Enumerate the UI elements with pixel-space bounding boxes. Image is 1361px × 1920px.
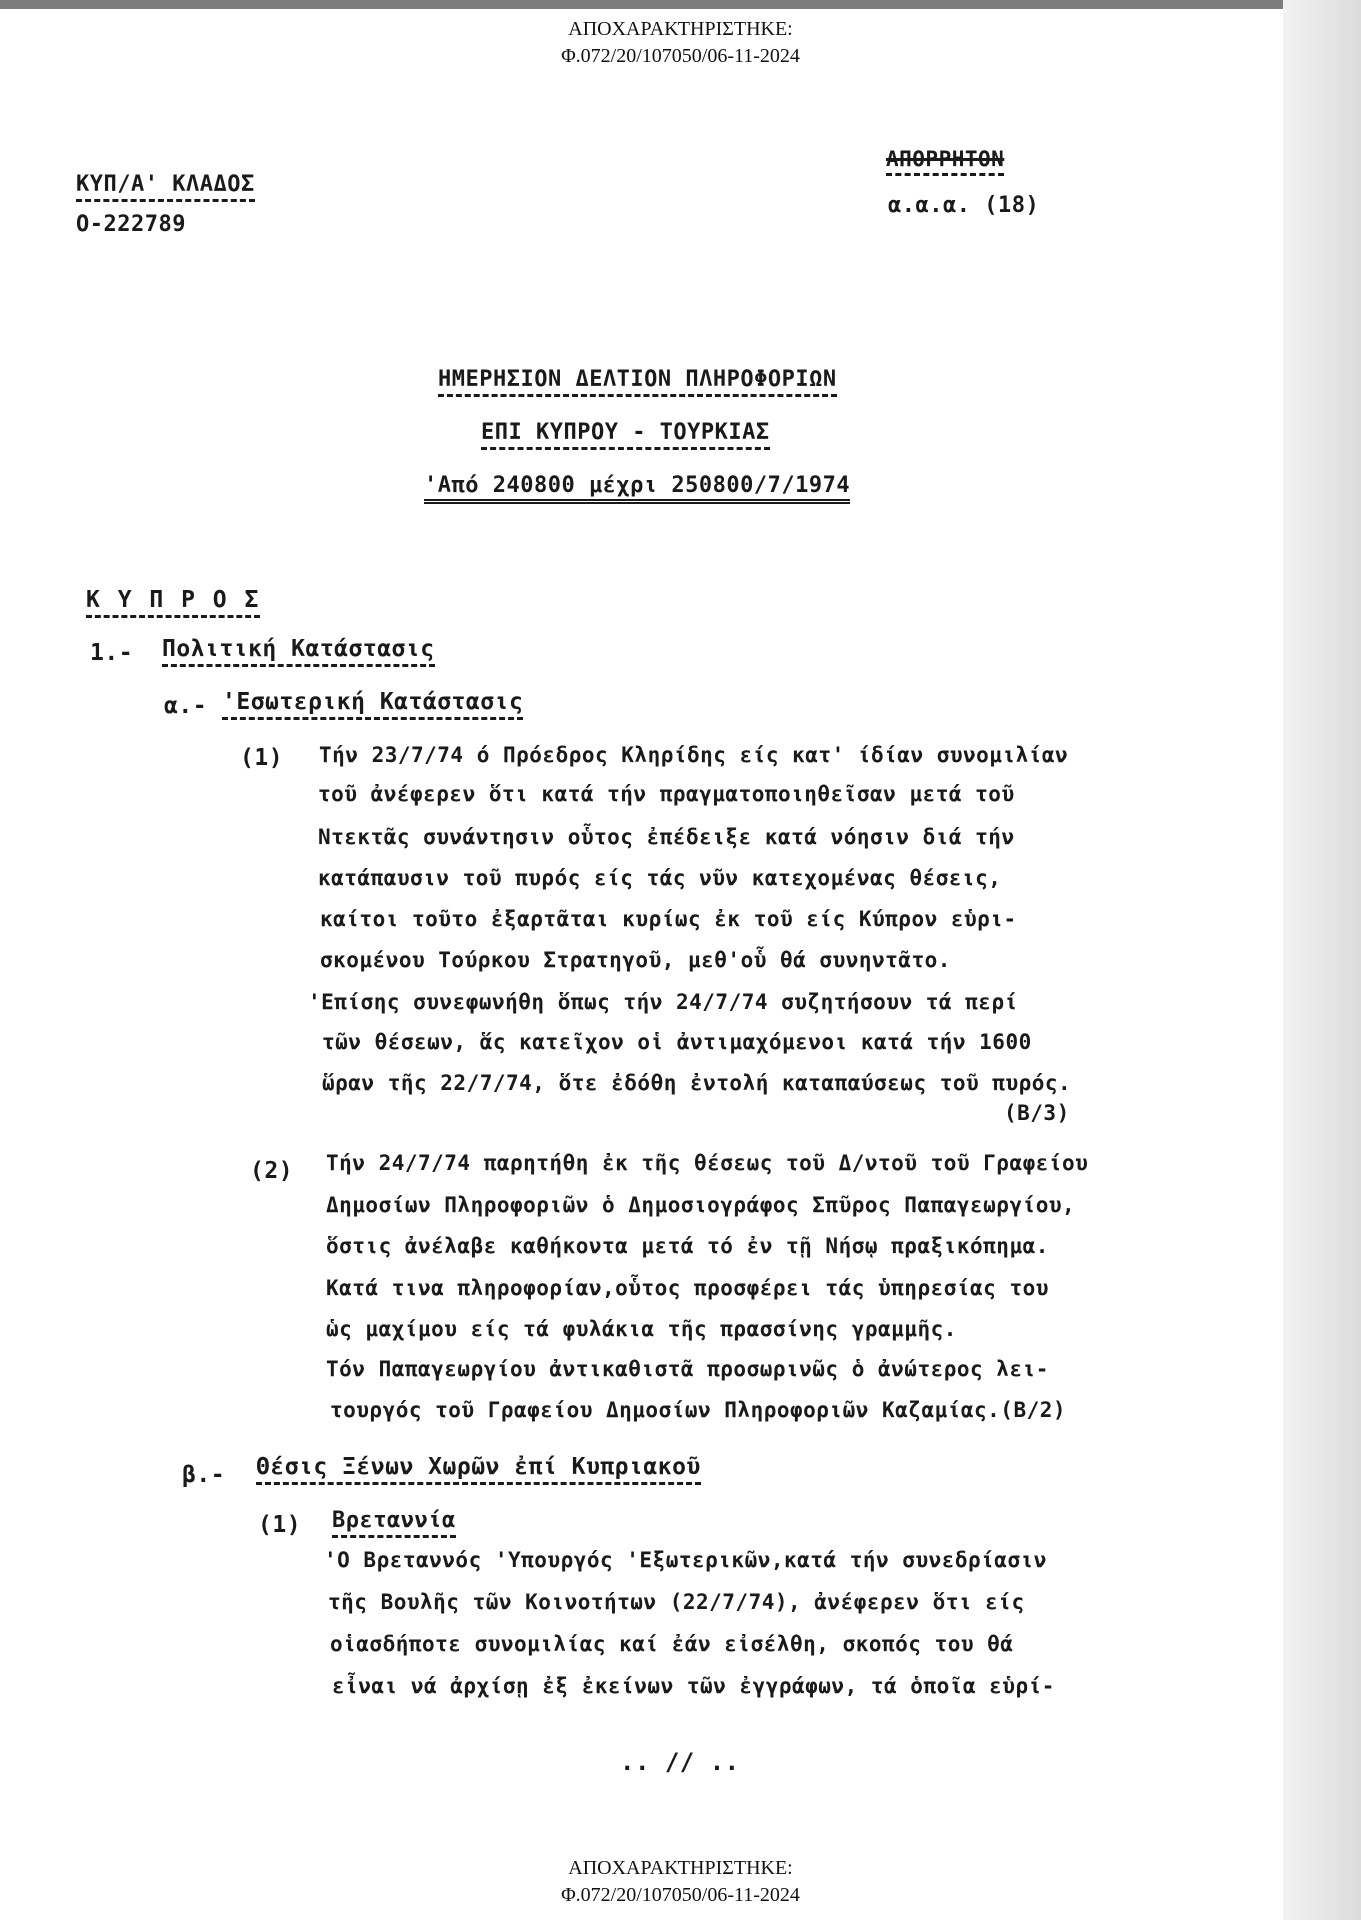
section-heading: Κ Υ Π Ρ Ο Σ [86,587,260,618]
paragraph-line: οἱασδήποτε συνομιλίας καί ἐάν εἰσέλθη, σκοπός του θά [330,1632,1014,1656]
paragraph-line: εἶναι νά ἀρχίσῃ ἐξ ἐκείνων τῶν ἐγγράφων, τά ὁποῖα εὑρί- [332,1674,1055,1698]
stamp-line-1: ΑΠΟΧΑΡΑΚΤΗΡΙΣΤΗΚΕ: [568,18,793,40]
copy-number: α.α.α. (18) [888,193,1040,218]
paragraph-line: ὡς μαχίμου είς τά φυλάκια τῆς πρασσίνης γραμμῆς. [326,1317,957,1341]
item-1-number: 1.- [90,640,134,666]
scan-right-edge [1283,0,1361,1920]
paragraph-line: κατάπαυσιν τοῦ πυρός είς τάς νῦν κατεχομένας θέσεις, [318,866,1002,890]
paragraph-line: Τήν 23/7/74 ό Πρόεδρος Κληρίδης είς κατ' ίδίαν συνομιλίαν [319,743,1069,767]
paragraph-line: Κατά τινα πληροφορίαν,οὗτος προσφέρει τάς ὑπηρεσίας του [326,1276,1049,1300]
paragraph-a2-number: (2) [250,1158,294,1184]
declassification-stamp-bottom [0,1855,1361,1909]
declassification-stamp-top [0,16,1361,70]
paragraph-line: ὥραν τῆς 22/7/74, ὅτε ἐδόθη ἐντολή καταπαύσεως τοῦ πυρός. [322,1071,1072,1095]
office-label: ΚΥΠ/Α' ΚΛΑΔΟΣ [76,172,255,202]
subsection-a-heading: 'Εσωτερική Κατάστασις [222,689,523,720]
paragraph-line: τοῦ ἀνέφερεν ὅτι κατά τήν πραγματοποιηθεῖσαν μετά τοῦ [318,782,1015,806]
source-code: (Β/3) [1004,1101,1070,1125]
subsection-a-letter: α.- [164,693,208,719]
paragraph-line: τῶν θέσεων, ἅς κατεῖχον οἱ ἀντιμαχόμενοι κατά τήν 1600 [322,1030,1032,1054]
paragraph-line: 'Ο Βρεταννός 'Υπουργός 'Εξωτερικῶν,κατά τήν συνεδρίασιν [324,1548,1047,1572]
paragraph-b1-heading: Βρεταννία [332,1508,456,1538]
bulletin-period: 'Από 240800 μέχρι 250800/7/1974 [424,473,850,504]
item-1-heading: Πολιτική Κατάστασις [162,636,435,667]
paragraph-a1-number: (1) [240,745,284,771]
paragraph-line: τουργός τοῦ Γραφείου Δημοσίων Πληροφοριῶν Καζαμίας.(Β/2) [330,1398,1067,1422]
stamp-line-2: Φ.072/20/107050/06-11-2024 [561,1884,800,1906]
paragraph-line: σκομένου Τούρκου Στρατηγοῦ, μεθ'οὗ θά συνηντᾶτο. [320,948,951,972]
subsection-b-letter: β.- [182,1462,226,1488]
continuation-mark: .. // .. [620,1748,740,1776]
paragraph-line: τῆς Βουλῆς τῶν Κοινοτήτων (22/7/74), ἀνέφερεν ὅτι είς [328,1590,1025,1614]
paragraph-b1-number: (1) [258,1512,302,1538]
paragraph-line: 'Επίσης συνεφωνήθη ὅπως τήν 24/7/74 συζητήσουν τά περί [308,990,1018,1014]
paragraph-line: καίτοι τοῦτο ἐξαρτᾶται κυρίως ἐκ τοῦ είς Κύπρον εὑρι- [320,907,1017,931]
paragraph-line: Τόν Παπαγεωργίου ἀντικαθιστᾶ προσωρινῶς ὁ ἀνώτερος λει- [326,1357,1049,1381]
subsection-b-heading: Θέσις Ξένων Χωρῶν ἐπί Κυπριακοῦ [256,1454,701,1485]
paragraph-line: Ντεκτᾶς συνάντησιν οὗτος ἐπέδειξε κατά νόησιν διά τήν [318,825,1015,849]
stamp-line-1: ΑΠΟΧΑΡΑΚΤΗΡΙΣΤΗΚΕ: [568,1857,793,1879]
scan-top-edge [0,0,1361,9]
bulletin-title: ΗΜΕΡΗΣΙΟΝ ΔΕΛΤΙΟΝ ΠΛΗΡΟΦΟΡΙΩΝ [438,367,837,397]
paragraph-line: Τήν 24/7/74 παρητήθη ἐκ τῆς θέσεως τοῦ Δ/ντοῦ τοῦ Γραφείου [326,1151,1089,1175]
stamp-line-2: Φ.072/20/107050/06-11-2024 [561,45,800,67]
reference-number: Ο-222789 [76,212,186,237]
paragraph-line: ὅστις ἀνέλαβε καθήκοντα μετά τό ἐν τῇ Νήσῳ πραξικόπημα. [326,1234,1049,1258]
classification-label: ΑΠΟΡΡΗΤΟΝ [886,147,1004,176]
paragraph-line: Δημοσίων Πληροφοριῶν ὁ Δημοσιογράφος Σπῦρος Παπαγεωργίου, [326,1193,1076,1217]
bulletin-subtitle: ΕΠΙ ΚΥΠΡΟΥ - ΤΟΥΡΚΙΑΣ [481,420,770,450]
